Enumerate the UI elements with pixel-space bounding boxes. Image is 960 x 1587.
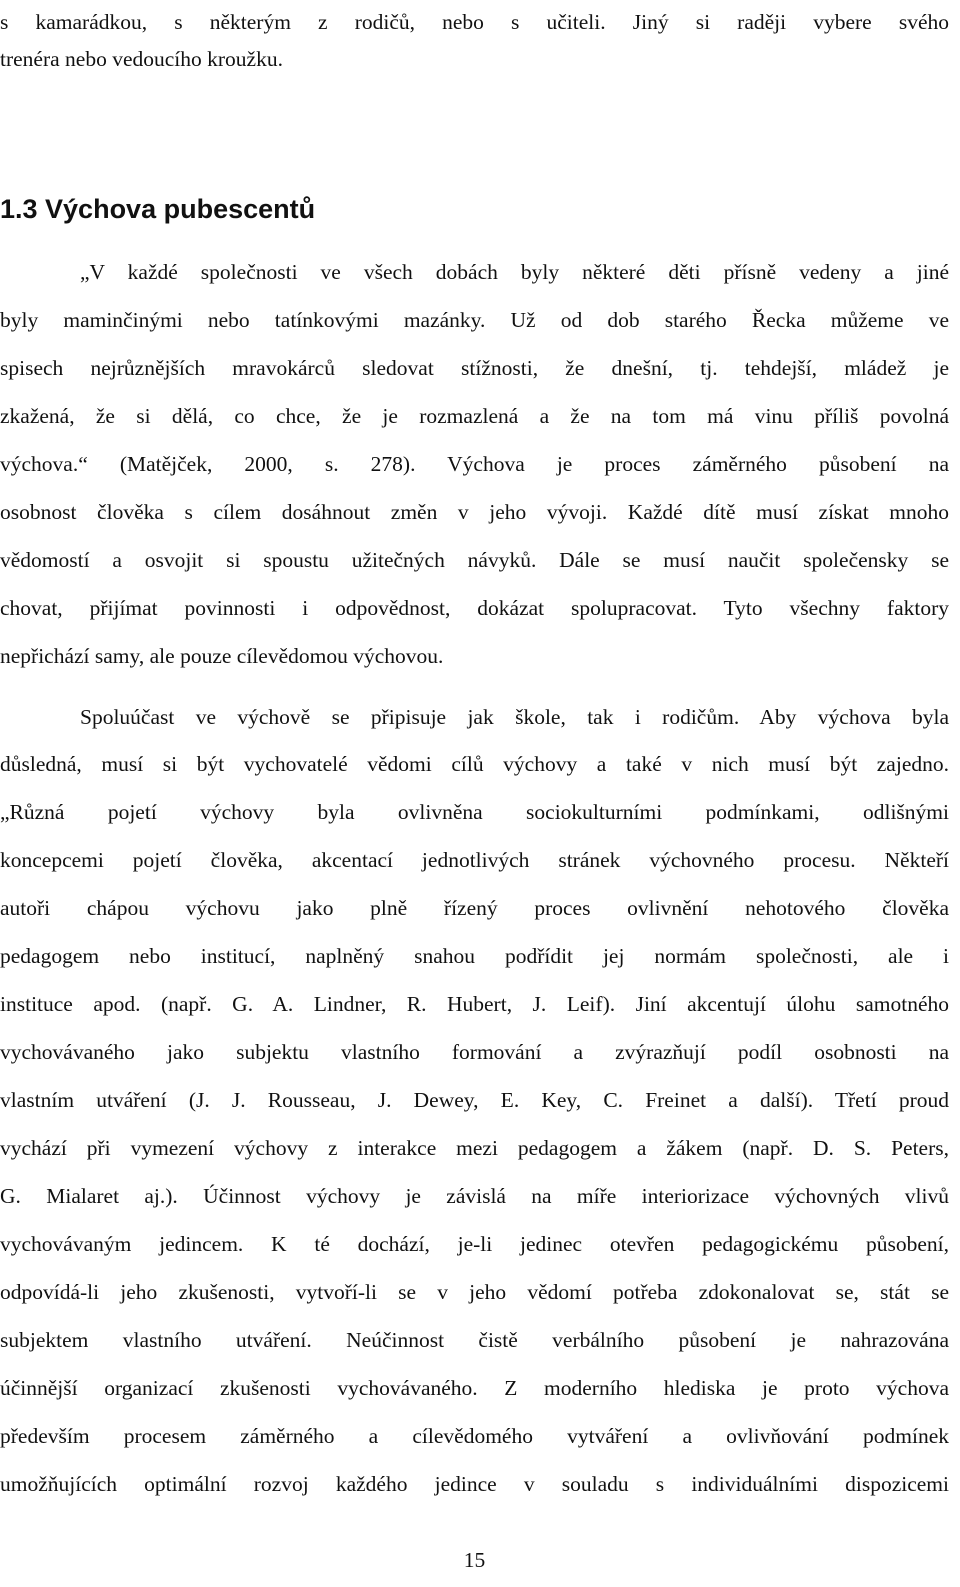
- text-line: G. Mialaret aj.). Účinnost výchovy je závislá na míře interiorizace výchovných vlivů: [0, 1184, 949, 1208]
- section-heading: 1.3 Výchova pubescentů: [0, 194, 316, 224]
- text-line: „Různá pojetí výchovy byla ovlivněna sociokulturními podmínkami, odlišnými: [0, 800, 949, 824]
- text-line: trenéra nebo vedoucího kroužku.: [0, 47, 283, 71]
- page-number: 15: [463, 1548, 486, 1572]
- text-line: autoři chápou výchovu jako plně řízený proces ovlivnění nehotového člověka: [0, 896, 949, 920]
- text-line: vlastním utváření (J. J. Rousseau, J. Dewey, E. Key, C. Freinet a další). Třetí proud: [0, 1088, 949, 1112]
- text-line: odpovídá-li jeho zkušenosti, vytvoří-li se v jeho vědomí potřeba zdokonalovat se, stát se: [0, 1280, 949, 1304]
- text-line: subjektem vlastního utváření. Neúčinnost čistě verbálního působení je nahrazována: [0, 1328, 949, 1352]
- text-line: s kamarádkou, s některým z rodičů, nebo s učiteli. Jiný si raději vybere svého: [0, 10, 949, 34]
- text-line: instituce apod. (např. G. A. Lindner, R. Hubert, J. Leif). Jiní akcentují úlohu samotného: [0, 992, 949, 1016]
- text-line: především procesem záměrného a cílevědomého vytváření a ovlivňování podmínek: [0, 1424, 949, 1448]
- text-line: koncepcemi pojetí člověka, akcentací jednotlivých stránek výchovného procesu. Někteří: [0, 848, 949, 872]
- text-line: účinnější organizací zkušenosti vychovávaného. Z moderního hlediska je proto výchova: [0, 1376, 949, 1400]
- text-line: důsledná, musí si být vychovatelé vědomi cílů výchovy a také v nich musí být zajedno.: [0, 752, 949, 776]
- text-line: nepřichází samy, ale pouze cílevědomou výchovou.: [0, 644, 444, 668]
- text-line: vychází při vymezení výchovy z interakce mezi pedagogem a žákem (např. D. S. Peters,: [0, 1136, 949, 1160]
- text-line: vědomostí a osvojit si spoustu užitečných návyků. Dále se musí naučit společensky se: [0, 548, 949, 572]
- text-line: zkažená, že si dělá, co chce, že je rozmazlená a že na tom má vinu příliš povolná: [0, 404, 949, 428]
- text-line: osobnost člověka s cílem dosáhnout změn v jeho vývoji. Každé dítě musí získat mnoho: [0, 500, 949, 524]
- text-line: vychovávaného jako subjektu vlastního formování a zvýrazňují podíl osobnosti na: [0, 1040, 949, 1064]
- text-line: „V každé společnosti ve všech dobách byly některé děti přísně vedeny a jiné: [80, 260, 949, 284]
- text-line: výchova.“ (Matějček, 2000, s. 278). Výchova je proces záměrného působení na: [0, 452, 949, 476]
- text-line: byly maminčinými nebo tatínkovými mazánky. Už od dob starého Řecka můžeme ve: [0, 308, 949, 332]
- text-line: vychovávaným jedincem. K té dochází, je-li jedinec otevřen pedagogickému působení,: [0, 1232, 949, 1256]
- text-line: pedagogem nebo institucí, naplněný snahou podřídit jej normám společnosti, ale i: [0, 944, 949, 968]
- text-line: chovat, přijímat povinnosti i odpovědnost, dokázat spolupracovat. Tyto všechny faktory: [0, 596, 949, 620]
- text-line: Spoluúčast ve výchově se připisuje jak škole, tak i rodičům. Aby výchova byla: [80, 705, 949, 729]
- text-line: spisech nejrůznějších mravokárců sledovat stížnosti, že dnešní, tj. tehdejší, mládež je: [0, 356, 949, 380]
- text-line: umožňujících optimální rozvoj každého jedince v souladu s individuálními dispozicemi: [0, 1472, 949, 1496]
